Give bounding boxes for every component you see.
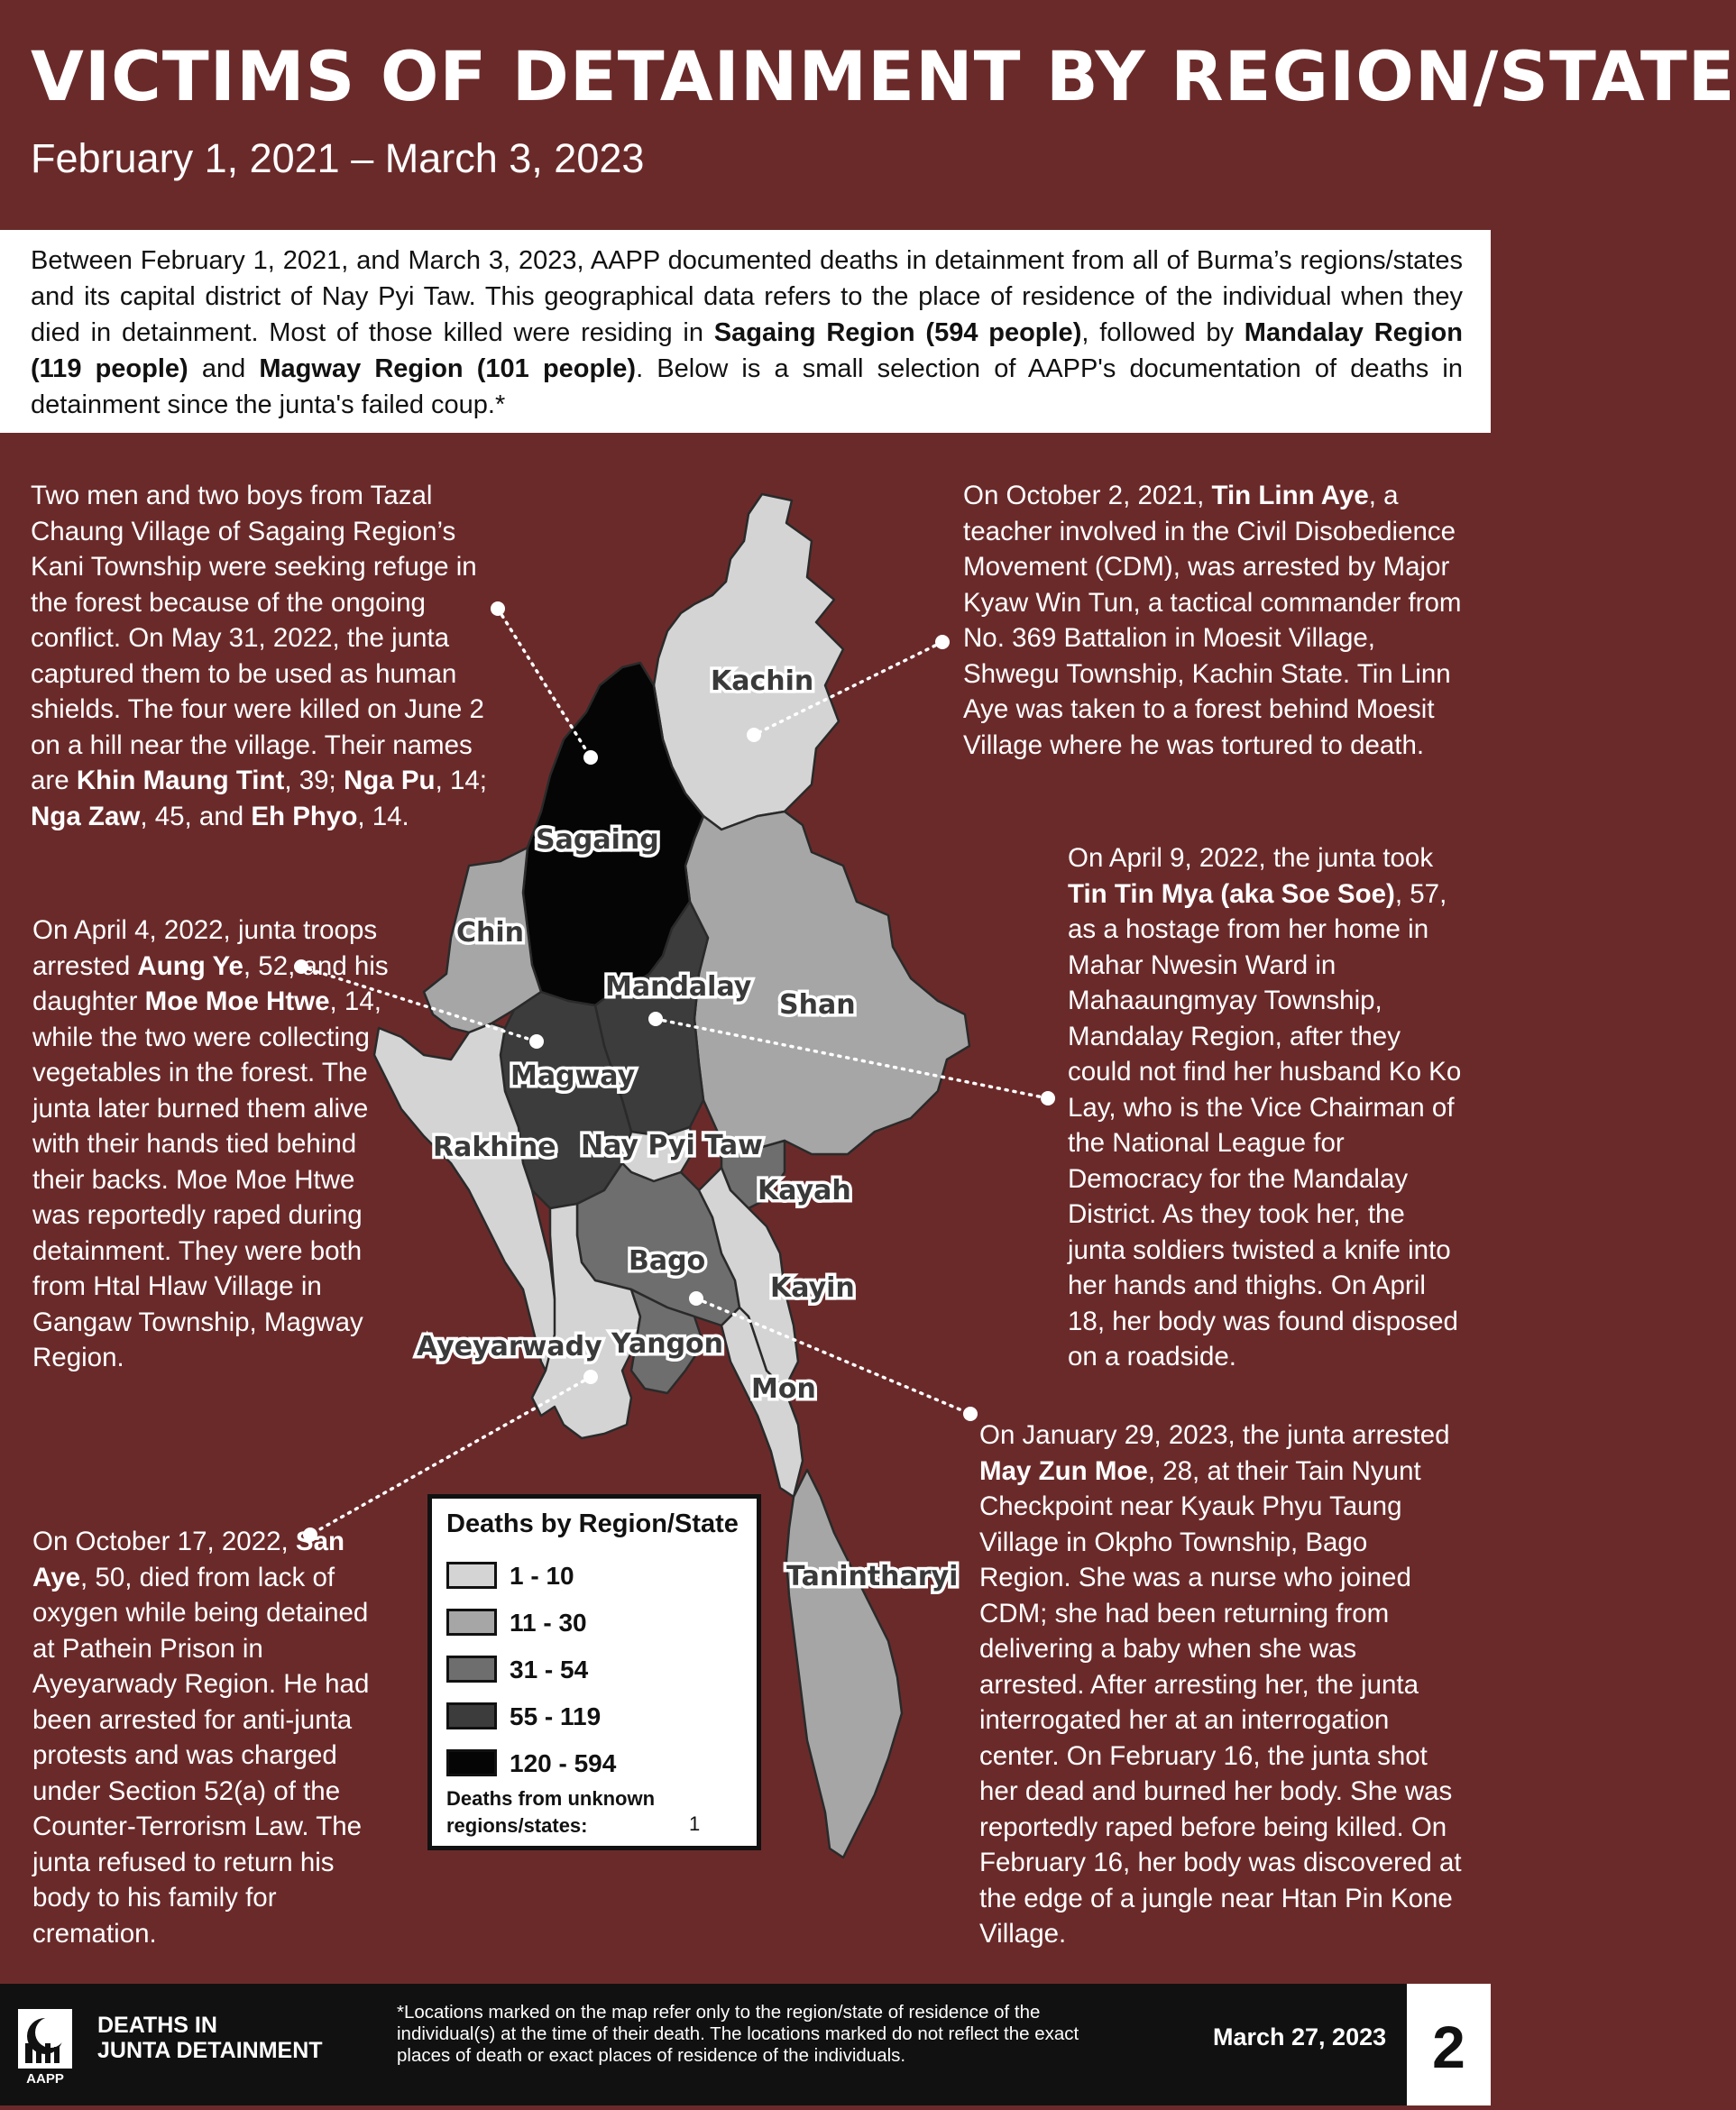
victim-name: Eh Phyo <box>251 801 358 831</box>
label-shan: Shan <box>779 989 856 1021</box>
label-ayeyarwady: Ayeyarwady <box>417 1331 602 1362</box>
intro-text: . Below is a small selection of AAPP's documentation of deaths in detainment since the junta's failed coup.* <box>31 354 1463 419</box>
legend-unknown-note <box>446 1785 717 1839</box>
story-text: , 39; <box>284 766 344 795</box>
region-kachin <box>654 494 843 830</box>
legend-label: 120 - 594 <box>510 1749 617 1777</box>
legend-note-label: Deaths from unknown regions/states: <box>446 1787 656 1837</box>
label-magway: Magway <box>510 1060 636 1092</box>
marker-magway <box>529 1034 544 1049</box>
victim-name: Tin Tin Mya (aka Soe Soe) <box>1068 878 1395 909</box>
story-text: On January 29, 2023, the junta arrested <box>979 1420 1450 1450</box>
brand-line: DEATHS IN <box>97 2013 217 2038</box>
label-sagaing: Sagaing <box>536 824 659 856</box>
label-yangon: Yangon <box>611 1328 724 1360</box>
label-kachin: Kachin <box>711 665 814 697</box>
victim-name: Nga Zaw <box>31 801 141 831</box>
legend-label: 55 - 119 <box>510 1702 602 1730</box>
logo-text: AAPP <box>26 2071 64 2087</box>
footer-brand <box>97 2013 323 2063</box>
header <box>0 0 1736 230</box>
victim-name: Nga Pu <box>343 766 436 795</box>
brand-line: JUNTA DETAINMENT <box>97 2038 323 2063</box>
marker-kachin-start <box>935 635 950 649</box>
label-rakhine: Rakhine <box>433 1132 556 1163</box>
story-text: , 45, and <box>140 801 252 831</box>
story-mandalay <box>1068 840 1465 1375</box>
intro-highlight-sagaing: Sagaing Region (594 people) <box>713 318 1082 347</box>
bottom-strip <box>0 2105 1491 2110</box>
intro-text: Between February 1, 2021, and March 3, 2023, AAPP documented deaths in detainment from all of Burma’s regions/states and its capital district of Nay Pyi Taw. This geographical data refers to the place of residence of the individual when they died in detainment. Most of those killed were residing in <box>31 246 1463 347</box>
marker-sagaing <box>583 750 598 765</box>
marker-ayeyarwady <box>583 1370 598 1384</box>
story-text: , a teacher involved in the Civil Disobedience Movement (CDM), was arrested by Major Kyaw Win Tun, a tactical commander from No. 369 Battalion in Moesit Village, Shwegu Township, Kachin State. Tin Linn Aye was taken to a forest behind Moesit Village where he was tortured to death. <box>963 481 1462 760</box>
label-chin: Chin <box>456 917 525 949</box>
story-text: , 14, while the two were collecting vegetables in the forest. The junta later burned them alive with their hands tied behind their backs. Moe Moe Htwe was reportedly raped during detainment. They were both from Htal Hlaw Village in Gangaw Township, Magway Region. <box>32 986 381 1372</box>
aapp-logo-icon <box>16 2002 74 2088</box>
legend-swatch <box>446 1656 497 1683</box>
legend-label: 1 - 10 <box>510 1562 574 1590</box>
marker-mandalay-end <box>1041 1091 1055 1105</box>
page-number: 2 <box>1432 2014 1465 2080</box>
intro-highlight-magway: Magway Region (101 people) <box>259 354 637 383</box>
map-legend <box>427 1494 761 1850</box>
legend-swatch <box>446 1562 497 1589</box>
story-sagaing <box>31 478 513 834</box>
story-kachin <box>963 478 1464 763</box>
story-text: On April 9, 2022, the junta took <box>1068 843 1434 873</box>
legend-swatch <box>446 1609 497 1636</box>
legend-label: 11 - 30 <box>510 1609 587 1637</box>
intro-highlight-mandalay: Mandalay Region (119 people) <box>31 318 1463 383</box>
story-bago <box>979 1417 1466 1952</box>
victim-name: Khin Maung Tint <box>76 766 285 795</box>
victim-name: Tin Linn Aye <box>1211 481 1369 510</box>
page-subtitle: February 1, 2021 – March 3, 2023 <box>31 135 645 181</box>
story-text: , 50, died from lack of oxygen while being detained at Pathein Prison in Ayeyarwady Region. He had been arrested for anti-junta protests and was charged under Section 52(a) of the Counter-Terrorism Law. The junta refused to return his body to his family for cremation. <box>32 1562 370 1949</box>
story-magway <box>32 913 393 1376</box>
intro-paragraph <box>31 243 1463 423</box>
story-text: Two men and two boys from Tazal Chaung Village of Sagaing Region’s Kani Township were seeking refuge in the forest because of the ongoing conflict. On May 31, 2022, the junta captured them to be used as human shields. The four were killed on June 2 on a hill near the village. Their names are <box>31 481 484 795</box>
legend-title: Deaths by Region/State <box>446 1509 739 1538</box>
intro-text: and <box>188 354 260 383</box>
region-tanintharyi <box>786 1470 902 1858</box>
label-mon: Mon <box>751 1373 816 1405</box>
story-text: , 14; <box>435 766 487 795</box>
story-text: , 52, and his daughter <box>32 950 389 1016</box>
label-kayin: Kayin <box>770 1272 855 1304</box>
legend-unknown-count: 1 <box>689 1812 701 1835</box>
victim-name: Moe Moe Htwe <box>144 986 330 1016</box>
victim-name: San Aye <box>32 1527 345 1592</box>
footer-note: *Locations marked on the map refer only to the region/state of residence of the individual(s) at the time of their death. The locations marked do not reflect the exact places of death or exact places of residence of the individuals. <box>397 2002 1079 2066</box>
legend-label: 31 - 54 <box>510 1656 589 1683</box>
victim-name: Aung Ye <box>137 950 243 981</box>
label-nay-pyi-taw: Nay Pyi Taw <box>581 1130 763 1161</box>
label-tanintharyi: Tanintharyi <box>786 1561 959 1592</box>
page-title: VICTIMS OF DETAINMENT BY REGION/STATE <box>31 36 1736 116</box>
story-text: , 28, at their Tain Nyunt Checkpoint near Kyauk Phyu Taung Village in Okpho Township, Bago Region. She was a nurse who joined CDM; she had been returning from delivering a baby when she was arrested. After arresting her, the junta interrogated her at an interrogation center. On February 16, the junta shot her dead and burned her body. She was reportedly raped before being killed. On February 16, her body was discovered at the edge of a jungle near Htan Pin Kone Village. <box>979 1455 1462 1949</box>
story-text: , 14. <box>357 801 409 831</box>
footer <box>0 1984 1491 2110</box>
legend-swatch <box>446 1749 497 1776</box>
marker-bago <box>689 1291 703 1306</box>
legend-swatch <box>446 1702 497 1729</box>
story-text: On April 4, 2022, junta troops arrested <box>32 915 378 981</box>
intro-section <box>0 230 1491 433</box>
story-text: On October 17, 2022, <box>32 1527 296 1556</box>
marker-kachin <box>747 728 761 742</box>
victim-name: May Zun Moe <box>979 1455 1148 1486</box>
label-kayah: Kayah <box>758 1175 851 1206</box>
story-ayeyarwady <box>32 1524 389 1951</box>
intro-text: , followed by <box>1081 318 1245 347</box>
marker-mandalay <box>648 1012 663 1026</box>
footer-date: March 27, 2023 <box>1213 2023 1387 2050</box>
story-text: On October 2, 2021, <box>963 481 1212 510</box>
marker-bago-end <box>963 1407 978 1421</box>
label-mandalay: Mandalay <box>605 971 752 1003</box>
story-text: , 57, as a hostage from her home in Mahar Nwesin Ward in Mahaaungmyay Township, Mandalay Region, after they could not find her husband Ko Ko Lay, who is the Vice Chairman of the National League for Democracy for the Mandalay District. As they took her, the junta soldiers twisted a knife into her hands and thighs. On April 18, her body was found disposed on a roadside. <box>1068 878 1462 1372</box>
label-bago: Bago <box>629 1245 706 1277</box>
